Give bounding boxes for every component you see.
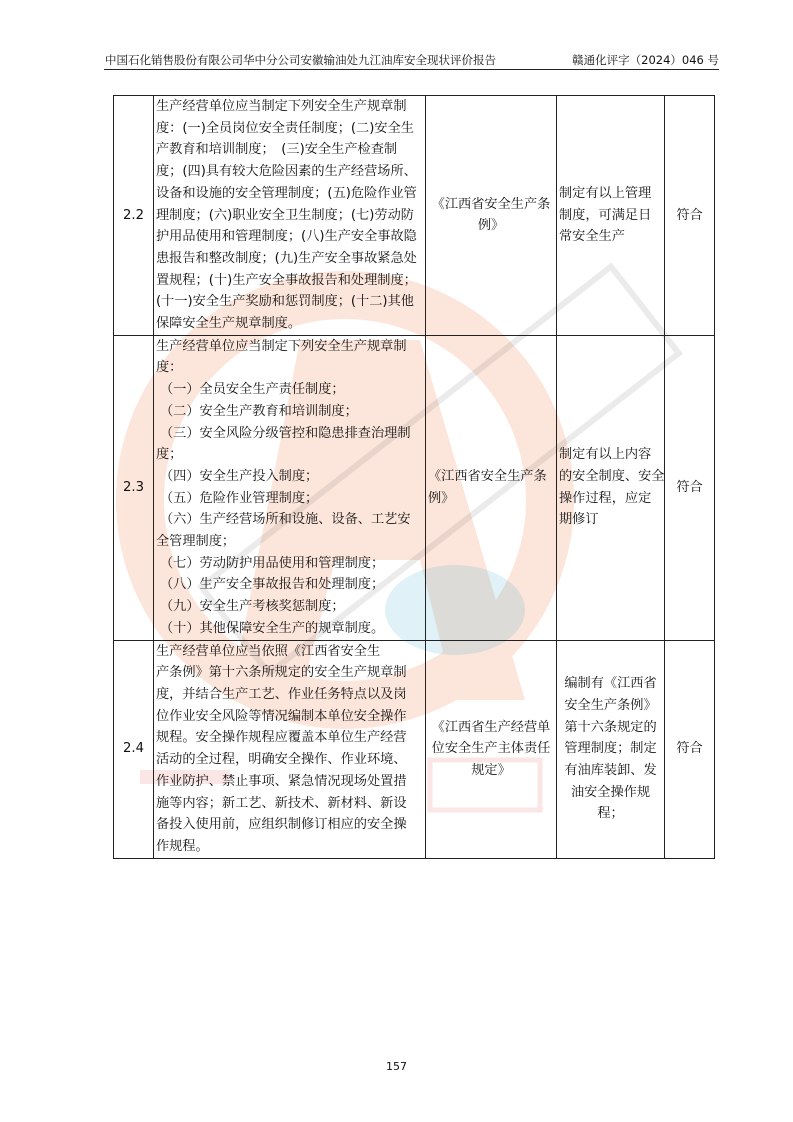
condition-line: 制定有以上管理 (559, 185, 652, 201)
condition-line: 常安全生产 (559, 229, 625, 245)
requirement-line: 设备和设施的安全管理制度；(五)危险作业管 (156, 185, 417, 201)
requirement-line: 理制度；(六)职业安全卫生制度；(七)劳动防 (156, 207, 414, 223)
page-number: 157 (386, 1060, 407, 1073)
conclusion-cell: 符合 (665, 640, 715, 858)
table-row (114, 96, 715, 336)
requirement-line: 作业防护、禁止事项、紧急情况现场处置措 (156, 773, 407, 789)
condition-line: 管理制度；制定 (564, 741, 657, 757)
requirement-line: 活动的全过程，明确安全操作、作业环境、 (156, 752, 407, 768)
requirement-line: （九）安全生产考核奖惩制度； (160, 599, 345, 615)
requirement-line: （十）其他保障安全生产的规章制度。 (160, 620, 385, 636)
requirement-line: （一）全员安全生产责任制度； (160, 382, 345, 398)
condition-line: 程； (597, 806, 624, 822)
basis-line: 《江西省生产经营单 (431, 719, 551, 735)
condition-line: 有油库装卸、发 (564, 762, 657, 778)
evaluation-table (113, 95, 715, 859)
requirement-line: 备投入使用前，应组织制修订相应的安全操 (156, 817, 407, 833)
condition-line: 期修订 (559, 512, 599, 528)
requirement-line: 度；(四)具有较大危险因素的生产经营场所、 (156, 164, 417, 180)
condition-line: 第十六条规定的 (564, 719, 657, 735)
requirement-line: (十一)安全生产奖励和惩罚制度；(十二)其他 (156, 294, 414, 310)
requirement-line: （四）安全生产投入制度； (160, 468, 319, 484)
condition-line: 安全生产条例》 (564, 697, 657, 713)
condition-line: 操作过程，应定 (559, 490, 652, 506)
header-report-number: 赣通化评字（2024）046 号 (572, 53, 719, 67)
basis-line: 例》 (477, 218, 505, 234)
requirement-line: 位作业安全风险等情况编制本单位安全操作 (156, 708, 407, 724)
conclusion-cell: 符合 (665, 96, 715, 336)
item-number: 2.3 (114, 335, 154, 640)
requirement-line: 置规程；(十)生产安全事故报告和处理制度； (156, 272, 417, 288)
header-rule (104, 69, 719, 70)
basis-line: 例》 (428, 490, 455, 506)
table-row (114, 335, 715, 640)
requirement-line: 作规程。 (156, 838, 209, 854)
requirement-cell (154, 96, 426, 336)
requirement-cell (154, 640, 426, 858)
condition-line: 油安全操作规 (570, 784, 651, 800)
basis-line: 规定》 (471, 762, 511, 778)
requirement-line: 患报告和整改制度；(九)生产安全事故紧急处 (156, 250, 417, 266)
requirement-line: 生产经营单位应当制定下列安全生产规章制 (156, 338, 407, 354)
requirement-line: 护用品使用和管理制度；(八)生产安全事故隐 (156, 229, 417, 245)
item-number: 2.4 (114, 640, 154, 858)
requirement-line: （七）劳动防护用品使用和管理制度； (160, 555, 385, 571)
requirement-line: （六）生产经营场所和设施、设备、工艺安 (160, 512, 411, 528)
basis-cell (426, 640, 557, 858)
requirement-line: 度，并结合生产工艺、作业任务特点以及岗 (156, 686, 407, 702)
requirement-line: 度：(一)全员岗位安全责任制度；(二)安全生 (156, 120, 414, 136)
item-number: 2.2 (114, 96, 154, 336)
condition-line: 编制有《江西省 (564, 676, 657, 692)
requirement-line: （三）安全风险分级管控和隐患排查治理制 (160, 425, 411, 441)
basis-line: 《江西省安全生产条 (431, 196, 551, 212)
table-row (114, 640, 715, 858)
condition-cell (557, 335, 665, 640)
requirement-line: 全管理制度； (156, 534, 236, 550)
requirement-line: 度： (156, 360, 183, 376)
requirement-line: 施等内容；新工艺、新技术、新材料、新设 (156, 795, 407, 811)
condition-line: 制定有以上内容 (559, 447, 652, 463)
condition-line: 的安全制度、安全 (559, 468, 665, 484)
basis-cell (426, 335, 557, 640)
condition-cell (557, 640, 665, 858)
requirement-line: 规程。安全操作规程应覆盖本单位生产经营 (156, 730, 407, 746)
condition-line: 制度，可满足日 (559, 207, 652, 223)
conclusion-cell: 符合 (665, 335, 715, 640)
requirement-line: 产条例》第十六条所规定的安全生产规章制 (156, 665, 407, 681)
requirement-line: 生产经营单位应当依照《江西省安全生 (156, 643, 381, 659)
requirement-line: （八）生产安全事故报告和处理制度； (160, 577, 385, 593)
header-report-title: 中国石化销售股份有限公司华中分公司安徽输油处九江油库安全现状评价报告 (105, 53, 496, 67)
requirement-line: 保障安全生产规章制度。 (156, 316, 302, 332)
requirement-cell (154, 335, 426, 640)
requirement-line: （五）危险作业管理制度； (160, 490, 319, 506)
basis-line: 《江西省安全生产条 (428, 468, 547, 484)
requirement-line: 生产经营单位应当制定下列安全生产规章制 (156, 99, 407, 114)
requirement-line: 度； (156, 447, 183, 463)
condition-cell (557, 96, 665, 336)
basis-line: 位安全生产主体责任 (431, 741, 551, 757)
requirement-line: 产教育和培训制度； (三)安全生产检查制 (156, 142, 398, 158)
basis-cell (426, 96, 557, 336)
requirement-line: （二）安全生产教育和培训制度； (160, 403, 358, 419)
page-header (105, 52, 719, 68)
